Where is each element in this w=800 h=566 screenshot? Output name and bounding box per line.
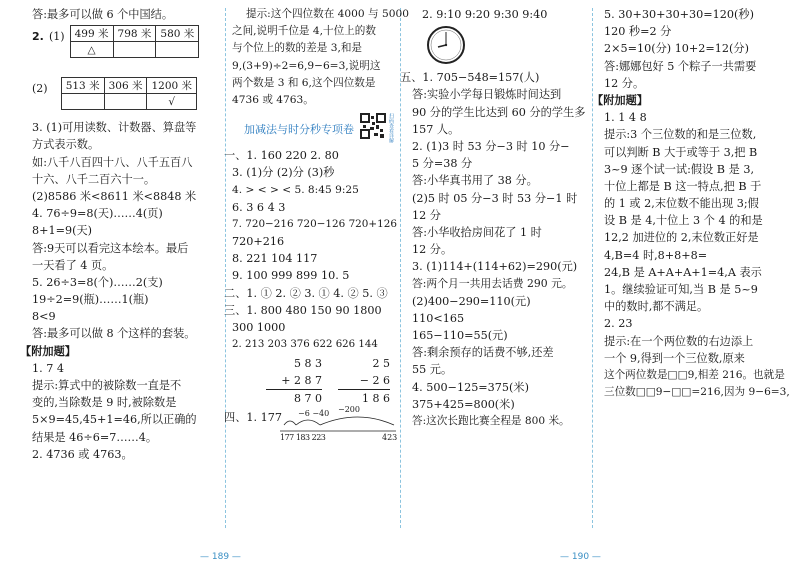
text-line: 120 秒=2 分 bbox=[604, 25, 672, 39]
text-line: 4. > < > < 5. 8:45 9:25 bbox=[232, 183, 359, 196]
text-line: 之间,说明千位是 4,十位上的数 bbox=[232, 25, 376, 38]
text-line: 19÷2=9(瓶)……1(瓶) bbox=[32, 293, 149, 307]
text-line: 结果是 46÷6=7……4。 bbox=[32, 430, 158, 444]
text-line: 12,2 加进位的 2,末位数正好是 bbox=[604, 231, 759, 245]
text-line: 2. 213 203 376 622 626 144 bbox=[232, 339, 378, 351]
text-line: 答:小华收拾房间花了 1 时 bbox=[412, 225, 542, 239]
table-cell bbox=[104, 94, 147, 110]
calc-1-mid: + 2 8 7 bbox=[266, 372, 322, 390]
text-line: 设 B 是 4,十位上 3 个 4 的和是 bbox=[604, 214, 763, 228]
table-cell bbox=[156, 42, 199, 58]
text-line: 如:八千八百四十八、八千五百八 bbox=[32, 155, 193, 169]
text-line: 一天看了 4 页。 bbox=[32, 258, 114, 272]
table-row-1 bbox=[32, 25, 222, 69]
text-line: 答:两个月一共用去话费 290 元。 bbox=[412, 277, 573, 291]
table-cell bbox=[61, 94, 104, 110]
text-line: 720+216 bbox=[232, 235, 285, 249]
column-3 bbox=[400, 6, 588, 430]
text-line: 9. 100 999 899 10. 5 bbox=[232, 269, 350, 283]
calc-1-bot: 8 7 0 bbox=[294, 392, 322, 406]
text-line: 12 分。 bbox=[604, 76, 645, 90]
text-line: 8. 221 104 117 bbox=[232, 252, 318, 266]
number-line-row bbox=[224, 405, 398, 449]
text-line: 55 元。 bbox=[412, 363, 453, 377]
text-line: 五、1. 705−548=157(人) bbox=[400, 71, 540, 85]
section-header bbox=[232, 109, 398, 147]
text-line: 4. 76÷9=8(天)……4(页) bbox=[32, 207, 163, 221]
text-line: 十位上都是 B 这一特点,把 B 于 bbox=[604, 179, 762, 193]
table-cell: 306 米 bbox=[104, 78, 147, 94]
text-line: 4736 或 4763。 bbox=[232, 93, 314, 106]
calc-2-bot: 1 8 6 bbox=[362, 392, 390, 406]
text-line: 2. (1)3 时 53 分−3 时 10 分− bbox=[412, 139, 570, 153]
calc-1 bbox=[266, 355, 322, 407]
text-line: 9,(3+9)÷2=6,9−6=3,说明这 bbox=[232, 59, 381, 72]
sub-mark: (1) bbox=[48, 30, 65, 44]
table-cell: 580 米 bbox=[156, 26, 199, 42]
text-line: 375+425=800(米) bbox=[412, 397, 515, 411]
sub-mark: (2) bbox=[32, 82, 48, 96]
text-line: 8+1=9(天) bbox=[32, 224, 93, 238]
table-cell: 499 米 bbox=[70, 26, 113, 42]
text-line: 这个两位数是□□9,相差 216。也就是 bbox=[604, 368, 785, 381]
text-line: 24,B 是 A+A+A+1=4,A 表示 bbox=[604, 265, 762, 279]
text-line: 90 分的学生比达到 60 分的学生多 bbox=[412, 105, 586, 119]
text-line: 1. 1 4 8 bbox=[604, 111, 647, 125]
text-line: 四、1. 177 bbox=[224, 411, 282, 425]
qr-label: 扫码查看详解 bbox=[388, 113, 394, 144]
text-line: 5×9=45,45+1=46,所以正确的 bbox=[32, 413, 197, 427]
column-4 bbox=[592, 6, 794, 401]
page-number-left: — 189 — bbox=[200, 552, 241, 562]
text-line: 提示:这个四位数在 4000 与 5000 bbox=[246, 8, 409, 20]
text-line: 提示:算式中的被除数一直是不 bbox=[32, 379, 182, 392]
page-number-right: — 190 — bbox=[560, 552, 601, 562]
column-divider bbox=[225, 8, 226, 528]
section-heading: 【附加题】 bbox=[592, 93, 648, 107]
text-line: 2×5=10(分) 10+2=12(分) bbox=[604, 42, 749, 56]
text-line: 1. 7 4 bbox=[32, 361, 65, 375]
number-line-label: 177 183 223 bbox=[280, 433, 326, 443]
text-line: 2. 9:10 9:20 9:30 9:40 bbox=[422, 8, 548, 21]
table-cell bbox=[113, 42, 156, 58]
number-line-label: −200 bbox=[338, 405, 360, 415]
text-line: 方式表示数。 bbox=[32, 138, 100, 152]
number-line-label: 423 bbox=[382, 433, 398, 443]
text-line: 的 1 或 2,末位数不能出现 3;假 bbox=[604, 197, 759, 211]
triangle-mark: △ bbox=[70, 42, 113, 58]
text-line: 165−110=55(元) bbox=[412, 329, 508, 342]
text-line: 可以判断 B 大于或等于 3,把 B bbox=[604, 145, 758, 159]
text-line: 答:剩余预存的话费不够,还差 bbox=[412, 346, 554, 360]
calc-2-mid: − 2 6 bbox=[338, 372, 390, 390]
text-line: 5. 26÷3=8(个)……2(支) bbox=[32, 275, 163, 289]
length-table-1 bbox=[70, 25, 200, 58]
check-mark: √ bbox=[147, 94, 197, 110]
text-line: (2)400−290=110(元) bbox=[412, 294, 531, 308]
text-line: 3. (1)可用读数、计数器、算盘等 bbox=[32, 121, 197, 135]
column-divider bbox=[592, 8, 593, 528]
text-line: 与个位上的数的差是 3,和是 bbox=[232, 42, 363, 55]
text-line: 6. 3 6 4 3 bbox=[232, 200, 286, 214]
text-line: 3. (1)分 (2)分 (3)秒 bbox=[232, 166, 335, 180]
text-line: 答:小华真书用了 38 分。 bbox=[412, 174, 538, 188]
text-line: 答:娜娜包好 5 个粽子一共需要 bbox=[604, 59, 757, 73]
text-line: (2)5 时 05 分−3 时 53 分−1 时 bbox=[412, 191, 578, 205]
text-line: 答:最多可以做 6 个中国结。 bbox=[32, 8, 174, 21]
vertical-calculations bbox=[232, 353, 398, 409]
text-line: 三、1. 800 480 150 90 1800 bbox=[224, 303, 382, 317]
text-line: 12 分 bbox=[412, 208, 441, 222]
text-line: 157 人。 bbox=[412, 122, 460, 136]
calc-1-top: 5 8 3 bbox=[294, 357, 322, 371]
text-line: 2. 4736 或 4763。 bbox=[32, 447, 133, 461]
text-line: 一个 9,得到一个三位数,原来 bbox=[604, 351, 745, 365]
text-line: 一、1. 160 220 2. 80 bbox=[224, 149, 339, 163]
text-line: 300 1000 bbox=[232, 321, 286, 334]
table-cell: 513 米 bbox=[61, 78, 104, 94]
clock-icon bbox=[426, 25, 466, 65]
qr-code-icon bbox=[360, 113, 386, 139]
length-table-2 bbox=[61, 77, 197, 110]
number-line-label: −6 −40 bbox=[298, 409, 330, 419]
text-line: 提示:在一个两位数的右边添上 bbox=[604, 334, 754, 348]
section-heading: 【附加题】 bbox=[20, 344, 76, 358]
text-line: 4. 500−125=375(米) bbox=[412, 380, 529, 394]
text-line: 答:最多可以做 8 个这样的套装。 bbox=[32, 327, 196, 341]
text-line: 1。继续验证可知,当 B 是 5~9 bbox=[604, 283, 758, 296]
text-line: 7. 720−216 720−126 720+126 bbox=[232, 217, 397, 230]
text-line: 变的,当除数是 9 时,被除数是 bbox=[32, 396, 177, 410]
calc-2-top: 2 5 bbox=[372, 357, 390, 371]
text-line: 中的数时,都不满足。 bbox=[604, 300, 709, 314]
text-line: 三位数□□9−□□=216,因为 9−6=3, bbox=[604, 386, 790, 399]
text-line: 5. 30+30+30+30=120(秒) bbox=[604, 8, 754, 21]
text-line: 二、1. ① 2. ② 3. ① 4. ② 5. ③ bbox=[224, 286, 388, 300]
text-line: 十六、八千二百六十一。 bbox=[32, 172, 156, 186]
text-line: 提示:3 个三位数的和是三位数, bbox=[604, 128, 757, 142]
text-line: (2)8586 米<8611 米<8848 米 bbox=[32, 189, 197, 203]
page-number-value: 190 bbox=[571, 552, 590, 562]
column-2 bbox=[224, 6, 409, 449]
table-cell: 798 米 bbox=[113, 26, 156, 42]
text-line: 12 分。 bbox=[412, 243, 453, 257]
text-line: 4,B=4 时,8+8+8= bbox=[604, 248, 708, 262]
table-cell: 1200 米 bbox=[147, 78, 197, 94]
question-number: 2. bbox=[32, 30, 44, 44]
section-title: 加减法与时分秒专项卷 bbox=[244, 123, 354, 137]
text-line: 两个数是 3 和 6,这个四位数是 bbox=[232, 76, 376, 89]
text-line: 8<9 bbox=[32, 310, 56, 324]
page-number-value: 189 bbox=[211, 552, 230, 562]
text-line: 5 分=38 分 bbox=[412, 157, 473, 171]
text-line: 3~9 逐个试一试:假设 B 是 3, bbox=[604, 162, 754, 176]
calc-2 bbox=[338, 355, 390, 407]
text-line: 答:9天可以看完这本绘本。最后 bbox=[32, 241, 189, 255]
text-line: 答:实验小学每日锻炼时间达到 bbox=[412, 88, 562, 102]
text-line: 3. (1)114+(114+62)=290(元) bbox=[412, 260, 578, 274]
clock-figure bbox=[412, 23, 588, 69]
text-line: 答:这次长跑比赛全程是 800 米。 bbox=[412, 414, 570, 427]
table-row-2 bbox=[32, 77, 222, 119]
text-line: 2. 23 bbox=[604, 317, 633, 331]
text-line: 110<165 bbox=[412, 311, 465, 325]
column-1 bbox=[20, 6, 222, 463]
